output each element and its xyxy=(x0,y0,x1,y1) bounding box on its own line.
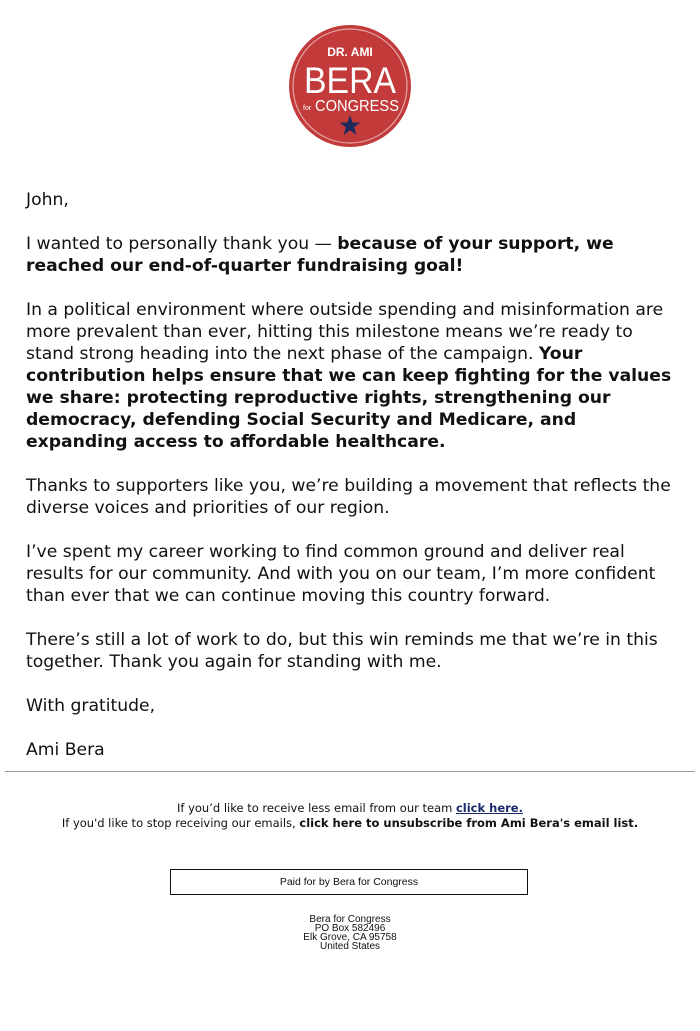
paragraph-career: I’ve spent my career working to find common ground and deliver real results for our community. And with you on our team, I’m more confident than ever that we can continue moving this country forward. xyxy=(26,542,656,606)
address-line-1: Bera for Congress xyxy=(309,914,391,925)
p2-text: In a political environment where outside spending and misinformation are more prevalent than ever, hitting this milestone means we’re ready to stand strong heading into the next phase of the campaign. xyxy=(26,300,664,364)
signature: Ami Bera xyxy=(26,740,105,760)
paragraph-together: There’s still a lot of work to do, but this win reminds me that we’re in this together. Thank you again for standing with me. xyxy=(26,630,658,672)
greeting: John, xyxy=(26,190,69,210)
campaign-logo xyxy=(289,25,411,147)
logo-line3-big: CONGRESS xyxy=(315,98,399,115)
mailing-address xyxy=(0,915,700,951)
logo-line2: BERA xyxy=(304,60,397,101)
logo-line3-small: for xyxy=(303,105,312,112)
p1-bold: because of your support, we reached our end-of-quarter fundraising goal! xyxy=(26,234,614,276)
logo-line1: DR. AMI xyxy=(327,45,373,59)
address-line-3: Elk Grove, CA 95758 xyxy=(303,932,397,943)
paragraph-supporters: Thanks to supporters like you, we’re building a movement that reflects the diverse voices and priorities of our region. xyxy=(26,476,671,518)
p1-text: I wanted to personally thank you — xyxy=(26,234,338,254)
less-email-text: If you’d like to receive less email from our team xyxy=(177,801,456,815)
paid-for-disclaimer: Paid for by Bera for Congress xyxy=(170,869,528,895)
footer-divider xyxy=(5,771,695,772)
paragraph-milestone xyxy=(26,299,676,453)
address-line-2: PO Box 582496 xyxy=(314,923,386,934)
address-line-4: United States xyxy=(319,941,381,952)
less-email-row xyxy=(0,801,700,816)
paragraph-thank-you xyxy=(26,233,676,277)
logo-seal xyxy=(289,25,411,147)
letter-body xyxy=(26,189,676,783)
unsubscribe-row xyxy=(0,816,700,831)
unsubscribe-link[interactable]: click here to unsubscribe from Ami Bera's email list. xyxy=(299,816,639,830)
closing: With gratitude, xyxy=(26,696,156,716)
stop-email-text: If you'd like to stop receiving our emails, xyxy=(61,816,300,830)
email-preferences xyxy=(0,801,700,831)
p2-bold: Your contribution helps ensure that we can keep fighting for the values we share: protecting reproductive rights, strengthening our democracy, defending Social Security and Medicare, and expanding access to affordable healthcare. xyxy=(26,344,672,452)
less-email-link[interactable]: click here. xyxy=(455,801,523,815)
